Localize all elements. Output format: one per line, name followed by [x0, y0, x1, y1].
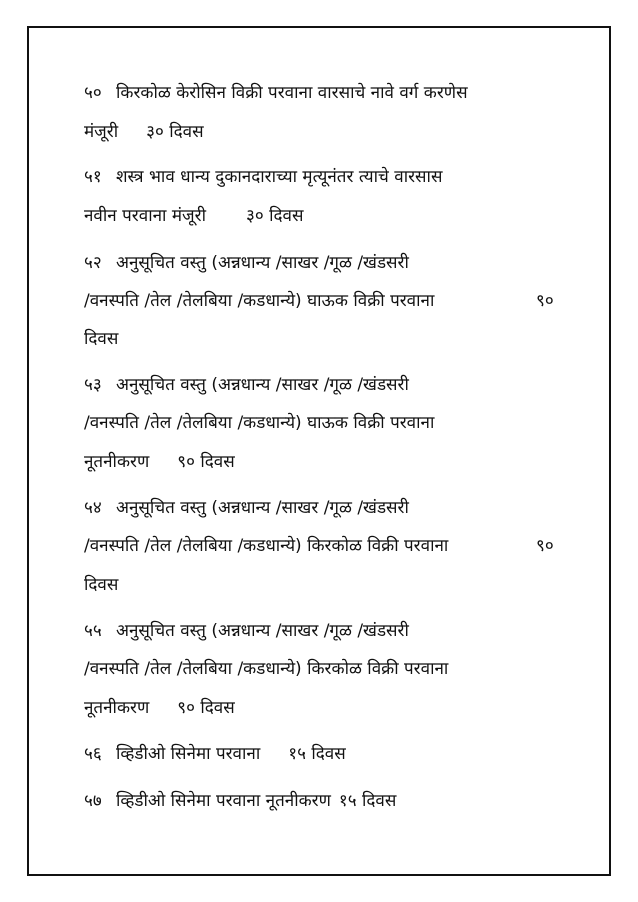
list-item-53-line1 [84, 374, 409, 396]
list-item-57 [84, 790, 396, 812]
item-number: ५३ [84, 375, 102, 395]
item-text: नूतनीकरण [84, 698, 150, 718]
item-text: /वनस्पति /तेल /तेलबिया /कडधान्ये) किरकोळ विक्री परवाना [84, 659, 449, 679]
list-item-50-line2 [84, 121, 204, 143]
list-item-52-line3 [84, 328, 118, 350]
item-text: अनुसूचित वस्तु (अन्नधान्य /साखर /गूळ /खंडसरी [116, 253, 409, 273]
item-days-unit: दिवस [84, 575, 119, 595]
list-item-52-line2 [84, 290, 434, 312]
item-number: ५७ [84, 791, 102, 811]
list-item-53-line3 [84, 451, 235, 473]
list-item-56 [84, 743, 346, 765]
list-item-55-line2 [84, 658, 448, 680]
item-days-number: ९० [536, 536, 554, 556]
item-text: अनुसूचित वस्तु (अन्नधान्य /साखर /गूळ /खंडसरी [116, 375, 409, 395]
list-item-55-line1 [84, 620, 409, 642]
item-text: /वनस्पति /तेल /तेलबिया /कडधान्ये) घाऊक विक्री परवाना [84, 291, 435, 311]
list-item-52-line1 [84, 252, 409, 274]
item-number: ५० [84, 83, 102, 103]
item-text: /वनस्पति /तेल /तेलबिया /कडधान्ये) किरकोळ विक्री परवाना [84, 536, 449, 556]
item-days: ९० दिवस [177, 452, 235, 472]
item-text: व्हिडीओ सिनेमा परवाना [116, 744, 261, 764]
item-days: ३० दिवस [245, 206, 304, 226]
item-days: ९० दिवस [177, 698, 235, 718]
item-text: अनुसूचित वस्तु (अन्नधान्य /साखर /गूळ /खंडसरी [116, 621, 409, 641]
item-text: अनुसूचित वस्तु (अन्नधान्य /साखर /गूळ /खंडसरी [116, 498, 409, 518]
list-item-54-line1 [84, 497, 409, 519]
item-number: ५४ [84, 498, 102, 518]
list-item-54-line2 [84, 535, 448, 557]
list-item-51-line1 [84, 166, 442, 188]
item-days-unit: दिवस [84, 329, 119, 349]
item-days: १५ दिवस [288, 744, 346, 764]
item-number: ५२ [84, 253, 102, 273]
item-text: /वनस्पति /तेल /तेलबिया /कडधान्ये) घाऊक विक्री परवाना [84, 413, 435, 433]
item-text: किरकोळ केरोसिन विक्री परवाना वारसाचे नावे वर्ग करणेस [116, 83, 468, 103]
list-item-55-line3 [84, 697, 235, 719]
item-number: ५५ [84, 621, 102, 641]
list-item-50-line1 [84, 82, 468, 104]
list-item-53-line2 [84, 412, 434, 434]
item-days: ३० दिवस [146, 122, 204, 142]
item-days: १५ दिवस [338, 791, 397, 811]
item-text: नवीन परवाना मंजूरी [84, 206, 206, 226]
item-text: व्हिडीओ सिनेमा परवाना नूतनीकरण [116, 791, 331, 811]
list-item-51-line2 [84, 205, 303, 227]
item-text: नूतनीकरण [84, 452, 150, 472]
item-number: ५६ [84, 744, 102, 764]
item-text: शस्त्र भाव धान्य दुकानदाराच्या मृत्यूनंतर त्याचे वारसास [116, 167, 443, 187]
item-number: ५१ [84, 167, 102, 187]
list-item-54-line3 [84, 574, 118, 596]
item-days-number: ९० [536, 291, 554, 311]
item-text: मंजूरी [84, 122, 119, 142]
